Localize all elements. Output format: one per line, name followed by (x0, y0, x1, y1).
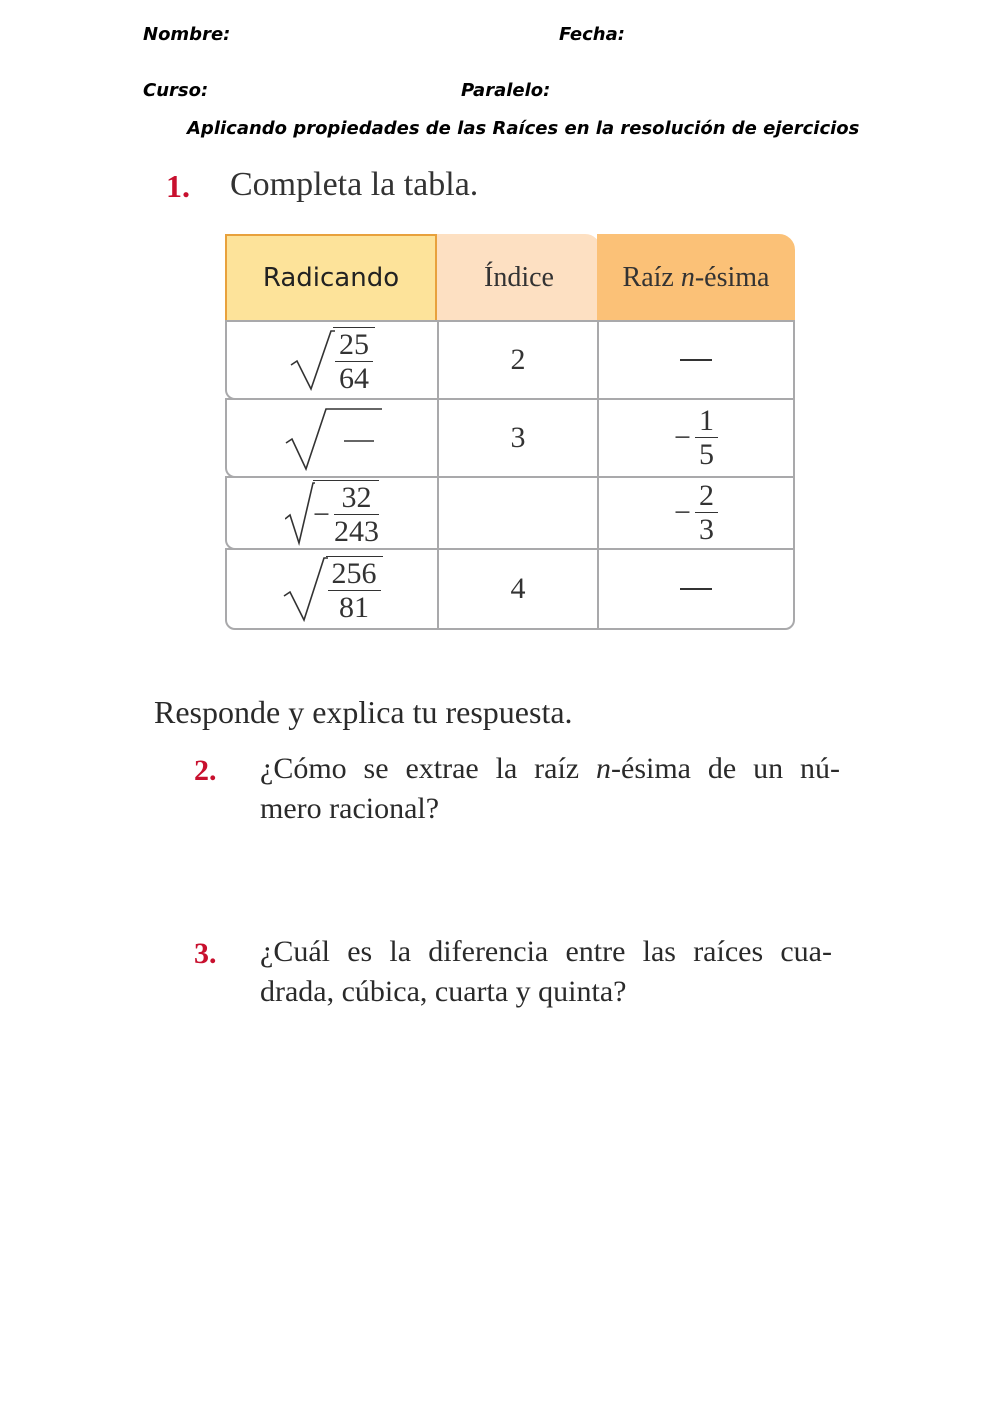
row3-raiz-sign: − (674, 496, 691, 529)
header-raiz-text: Raíz n-ésima (622, 262, 770, 293)
row4-radicand-fraction: $\frac{256}{81}$ (326, 556, 383, 623)
section-heading: Responde y explica tu respuesta. (154, 694, 573, 730)
row2-raiz-fraction: $\frac{1}{5}$ (695, 406, 718, 470)
exercise-1-instruction: Completa la tabla. (230, 166, 479, 203)
curso-label: Curso: (143, 80, 209, 101)
page-title: Aplicando propiedades de las Raíces en la resolución de ejercicios (187, 118, 860, 139)
row3-indice[interactable] (437, 476, 599, 550)
row4-raiz (597, 548, 795, 630)
header-raiz (597, 234, 795, 322)
fecha-label: Fecha: (559, 24, 625, 45)
row1-indice (437, 320, 599, 400)
paralelo-label: Paralelo: (461, 80, 551, 101)
header-radicando (225, 234, 437, 322)
question-3-line2: drada, cúbica, cuarta y quinta? (260, 975, 627, 1008)
row2-raiz-sign: − (674, 421, 691, 454)
sqrt-icon (285, 479, 315, 547)
header-indice (437, 234, 601, 322)
row4-raiz-blank[interactable] (680, 588, 712, 590)
row1-radicando (225, 320, 439, 400)
row3-radicand-expression: − $\frac{32}{243}$ (313, 480, 379, 548)
question-3-line1: ¿Cuál es la diferencia entre las raíces cua- (260, 935, 832, 968)
row1-radicand-fraction: $\frac{25}{64}$ (333, 327, 375, 394)
row3-raiz (597, 476, 795, 550)
row3-radicando (225, 476, 439, 550)
row2-indice (437, 398, 599, 478)
exercise-1-number: 1. (166, 168, 190, 204)
row2-raiz (597, 398, 795, 478)
row3-raiz-fraction: $\frac{2}{3}$ (695, 481, 718, 545)
sqrt-icon (289, 327, 335, 393)
roots-table (225, 234, 795, 630)
row4-indice (437, 548, 599, 630)
nombre-label: Nombre: (143, 24, 231, 45)
sqrt-icon (282, 403, 382, 473)
row1-raiz (597, 320, 795, 400)
header-indice-text: Índice (484, 262, 554, 293)
row2-indice-value: 3 (510, 421, 526, 454)
row2-radicando (225, 398, 439, 478)
row4-radicando (225, 548, 439, 630)
question-3-number: 3. (194, 937, 217, 970)
row4-indice-value: 4 (510, 572, 526, 605)
question-2-number: 2. (194, 754, 217, 787)
sqrt-icon (282, 554, 328, 624)
question-2-line1: ¿Cómo se extrae la raíz n-ésima de un nú- (260, 752, 840, 785)
header-radicando-text: Radicando (262, 263, 400, 293)
question-2-line2: mero racional? (260, 792, 440, 825)
row1-raiz-blank[interactable] (680, 359, 712, 361)
row1-indice-value: 2 (510, 343, 526, 376)
